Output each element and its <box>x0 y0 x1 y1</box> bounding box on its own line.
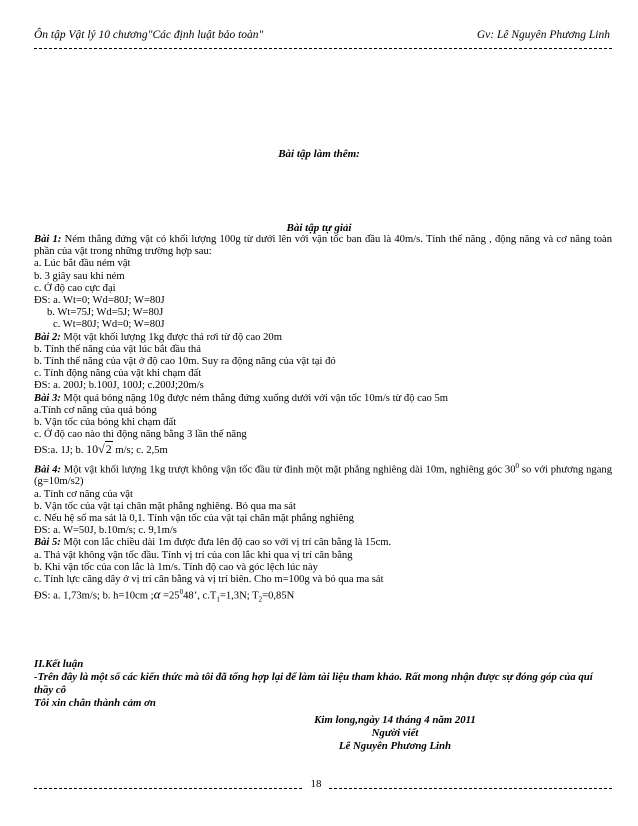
problem-2-line: b. Tính thế năng của vật lúc bắt đầu thả <box>34 343 201 355</box>
problem-5-line: b. Khi vận tốc của con lắc là 1m/s. Tính độ cao và góc lệch lúc này <box>34 561 318 573</box>
problem-3-line: b. Vận tốc của bóng khi chạm đất <box>34 417 177 429</box>
conclusion-title: II.Kết luận <box>34 658 84 670</box>
conclusion-thanks: Tôi xin chân thành cảm ơn <box>34 697 156 709</box>
problem-3-line: c. Ở độ cao nào thì động năng bằng 3 lần thế năng <box>34 429 247 441</box>
signature-block <box>295 714 495 753</box>
problem-1-statement: Bài 1: Ném thẳng đứng vật có khối lượng 100g từ dưới lên với vận tốc ban đầu là 40m/s. Tính thế năng , động năng và cơ năng toàn phần của vật trong những trường hợp sau: <box>34 234 612 258</box>
signature-name: Lê Nguyên Phương Linh <box>338 740 452 752</box>
problem-1-answer: b. Wt=75J; Wd=5J; W=80J <box>47 307 164 319</box>
page-header <box>34 29 610 47</box>
problem-1-answer: ĐS: a. Wt=0; Wd=80J; W=80J <box>34 295 165 307</box>
problem-2-answer: ĐS: a. 200J; b.100J, 100J; c.200J;20m/s <box>34 380 204 392</box>
problem-2-line: c. Tính động năng của vật khi chạm đất <box>34 368 202 380</box>
problem-1-line: c. Ở độ cao cực đại <box>34 282 116 294</box>
problem-5-line: a. Thả vật không vận tốc đầu. Tính vị trí của con lắc khi qua vị trí cân bằng <box>34 549 353 561</box>
conclusion-text: -Trên đây là một số các kiến thức mà tôi đã tổng hợp lại để làm tài liệu tham khảo. Rất mong nhận được sự đóng góp của quí thầy cô <box>34 671 593 696</box>
extra-exercises-heading: Bài tập làm thêm: <box>278 148 360 160</box>
problem-1-answer: c. Wt=80J; Wd=0; W=80J <box>53 319 165 331</box>
header-course-title: Ôn tập Vật lý 10 chương"Các định luật bảo toàn" <box>34 29 264 41</box>
self-solve-heading: Bài tập tự giải <box>286 222 352 234</box>
problem-3-line: a.Tính cơ năng của quả bóng <box>34 404 157 416</box>
problem-4-line: b. Vận tốc của vật tại chân mặt phẳng nghiêng. Bỏ qua ma sát <box>34 500 296 512</box>
header-teacher-name: Gv: Lê Nguyên Phương Linh <box>476 29 610 41</box>
problem-4-statement: Bài 4: Một vật khối lượng 1kg trượt không vận tốc đầu từ đỉnh một mặt phẳng nghiêng dài 10m, nghiêng góc $30^0$ so với phương ngang (g=10m/s2) <box>34 461 612 488</box>
signature-date: Kim long,ngày 14 tháng 4 năm 2011 <box>314 714 476 726</box>
problem-5-statement: Bài 5: Một con lắc chiều dài 1m được đưa lên độ cao so với vị trí cân bằng là 15cm. <box>34 537 392 549</box>
signature-role: Người viết <box>371 727 419 739</box>
problem-4-line: c. Nếu hệ số ma sát là 0,1. Tính vận tốc của vật tại chân mặt phẳng nghiêng <box>34 513 354 524</box>
alpha-symbol: α <box>153 586 161 602</box>
problem-1-line: a. Lúc bắt đầu ném vật <box>34 258 131 270</box>
problem-5-line: c. Tính lực căng dây ở vị trí cân bằng và vị trí biên. Cho m=100g và bỏ qua ma sát <box>34 574 384 586</box>
problem-3-statement: Bài 3: Một quả bóng nặng 10g được ném thẳng đứng xuống dưới với vận tốc 10m/s từ độ cao 5m <box>34 392 449 404</box>
problem-4-answer: ĐS: a. W=50J, b.10m/s; c. 9,1m/s <box>34 525 177 537</box>
problem-5-answer: ĐS: a. 1,73m/s; b. h=10cm ;α $=25^048$’, $c.T_1=1,3N$; $T_2=0,85N$ <box>34 586 295 604</box>
problem-list <box>34 234 612 606</box>
problem-2-statement: Bài 2: Một vật khối lượng 1kg được thả rơi từ độ cao 20m <box>34 331 282 343</box>
problem-1-line: b. 3 giây sau khi ném <box>34 270 125 282</box>
problem-2-line: b. Tính thế năng của vật ở độ cao 10m. Suy ra động năng của vật tại đó <box>34 356 336 368</box>
page-number: 18 <box>304 778 328 790</box>
problem-3-answer: ĐS:a. 1J; b. 10√2 m/s; c. 2,5m <box>34 442 168 457</box>
problem-4-line: a. Tính cơ năng của vật <box>34 488 133 500</box>
header-divider <box>34 48 612 49</box>
conclusion-section <box>34 658 612 710</box>
sqrt-expression: 10√2 <box>86 442 112 457</box>
sqrt-symbol: √ <box>98 442 105 457</box>
